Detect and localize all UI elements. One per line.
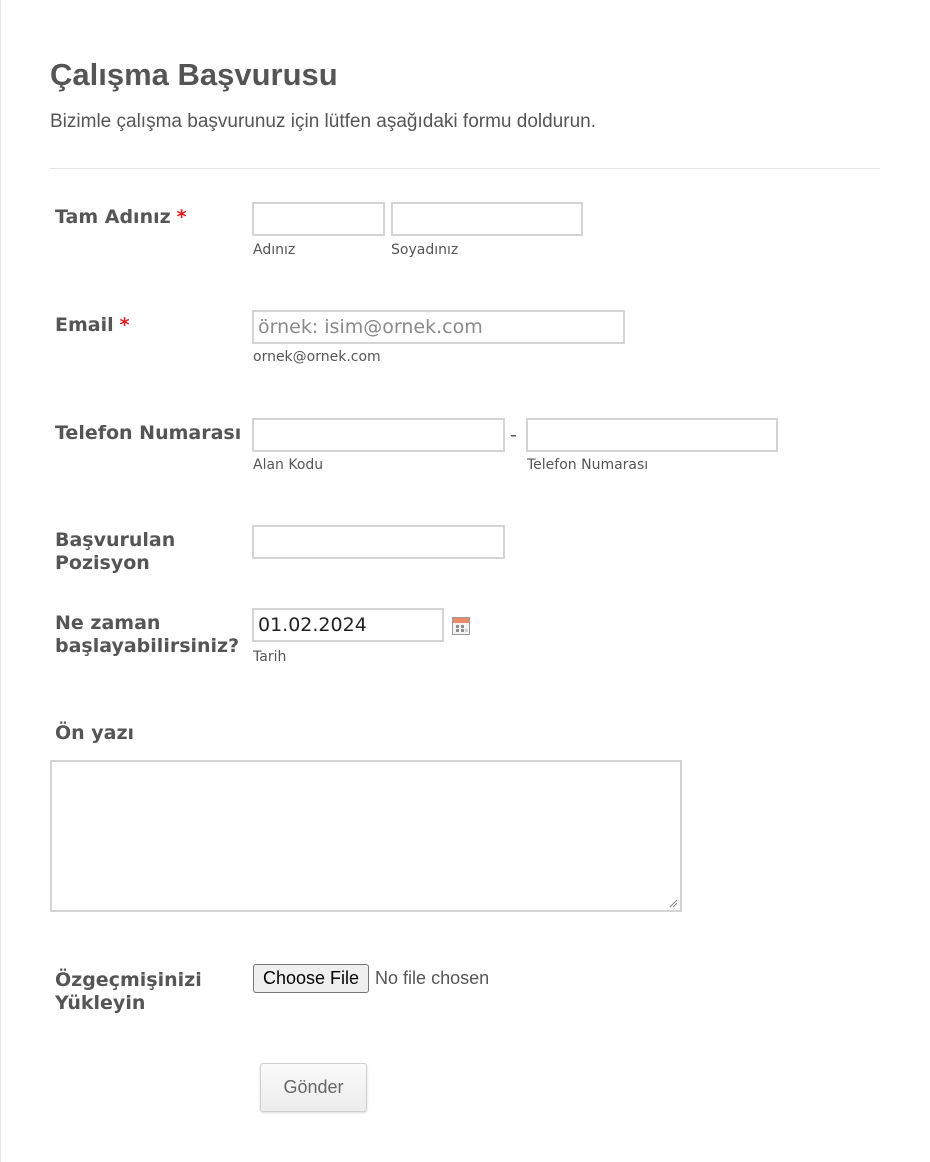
form-description: Bizimle çalışma başvurunuz için lütfen aşağıdaki formu doldurun.: [50, 111, 596, 132]
resume-label-line2: Yükleyin: [55, 992, 146, 1014]
cover-letter-label: Ön yazı: [55, 722, 135, 744]
header-divider: [50, 168, 880, 169]
full-name-label: [55, 206, 187, 229]
email-label-text: Email: [55, 314, 114, 336]
resize-grip-icon[interactable]: [668, 898, 678, 908]
email-required-mark: *: [119, 314, 130, 336]
form-title: Çalışma Başvurusu: [50, 57, 338, 92]
last-name-sublabel: Soyadınız: [391, 242, 459, 258]
calendar-icon[interactable]: [452, 617, 470, 635]
submit-button[interactable]: Gönder: [260, 1063, 367, 1112]
phone-label: Telefon Numarası: [55, 422, 242, 444]
email-label: [55, 314, 130, 337]
last-name-input[interactable]: [391, 202, 583, 236]
start-date-sublabel: Tarih: [253, 649, 287, 665]
full-name-label-text: Tam Adınız: [55, 206, 171, 228]
position-input[interactable]: [252, 525, 505, 559]
first-name-sublabel: Adınız: [253, 242, 296, 258]
first-name-input[interactable]: [252, 202, 385, 236]
start-date-label: [55, 612, 239, 658]
start-date-label-line2: başlayabilirsiniz?: [55, 635, 240, 657]
position-label: [55, 529, 175, 575]
phone-number-sublabel: Telefon Numarası: [527, 457, 649, 473]
file-status-text: No file chosen: [375, 968, 490, 988]
area-code-input[interactable]: [252, 418, 505, 452]
choose-file-button[interactable]: Choose File: [253, 964, 369, 993]
cover-letter-textarea[interactable]: [50, 760, 682, 912]
page-frame-edge: [0, 0, 1, 1162]
resume-label: [55, 969, 202, 1015]
phone-number-input[interactable]: [526, 418, 778, 452]
email-sublabel: ornek@ornek.com: [253, 349, 381, 365]
start-date-label-line1: Ne zaman: [55, 612, 161, 634]
phone-separator: -: [510, 424, 517, 446]
position-label-line1: Başvurulan: [55, 529, 176, 551]
start-date-input[interactable]: 01.02.2024: [252, 608, 444, 642]
position-label-line2: Pozisyon: [55, 552, 150, 574]
area-code-sublabel: Alan Kodu: [253, 457, 324, 473]
full-name-required-mark: *: [176, 206, 187, 228]
email-input[interactable]: örnek: isim@ornek.com: [252, 310, 625, 344]
resume-label-line1: Özgeçmişinizi: [55, 969, 202, 991]
resume-file-input[interactable]: [253, 964, 489, 993]
